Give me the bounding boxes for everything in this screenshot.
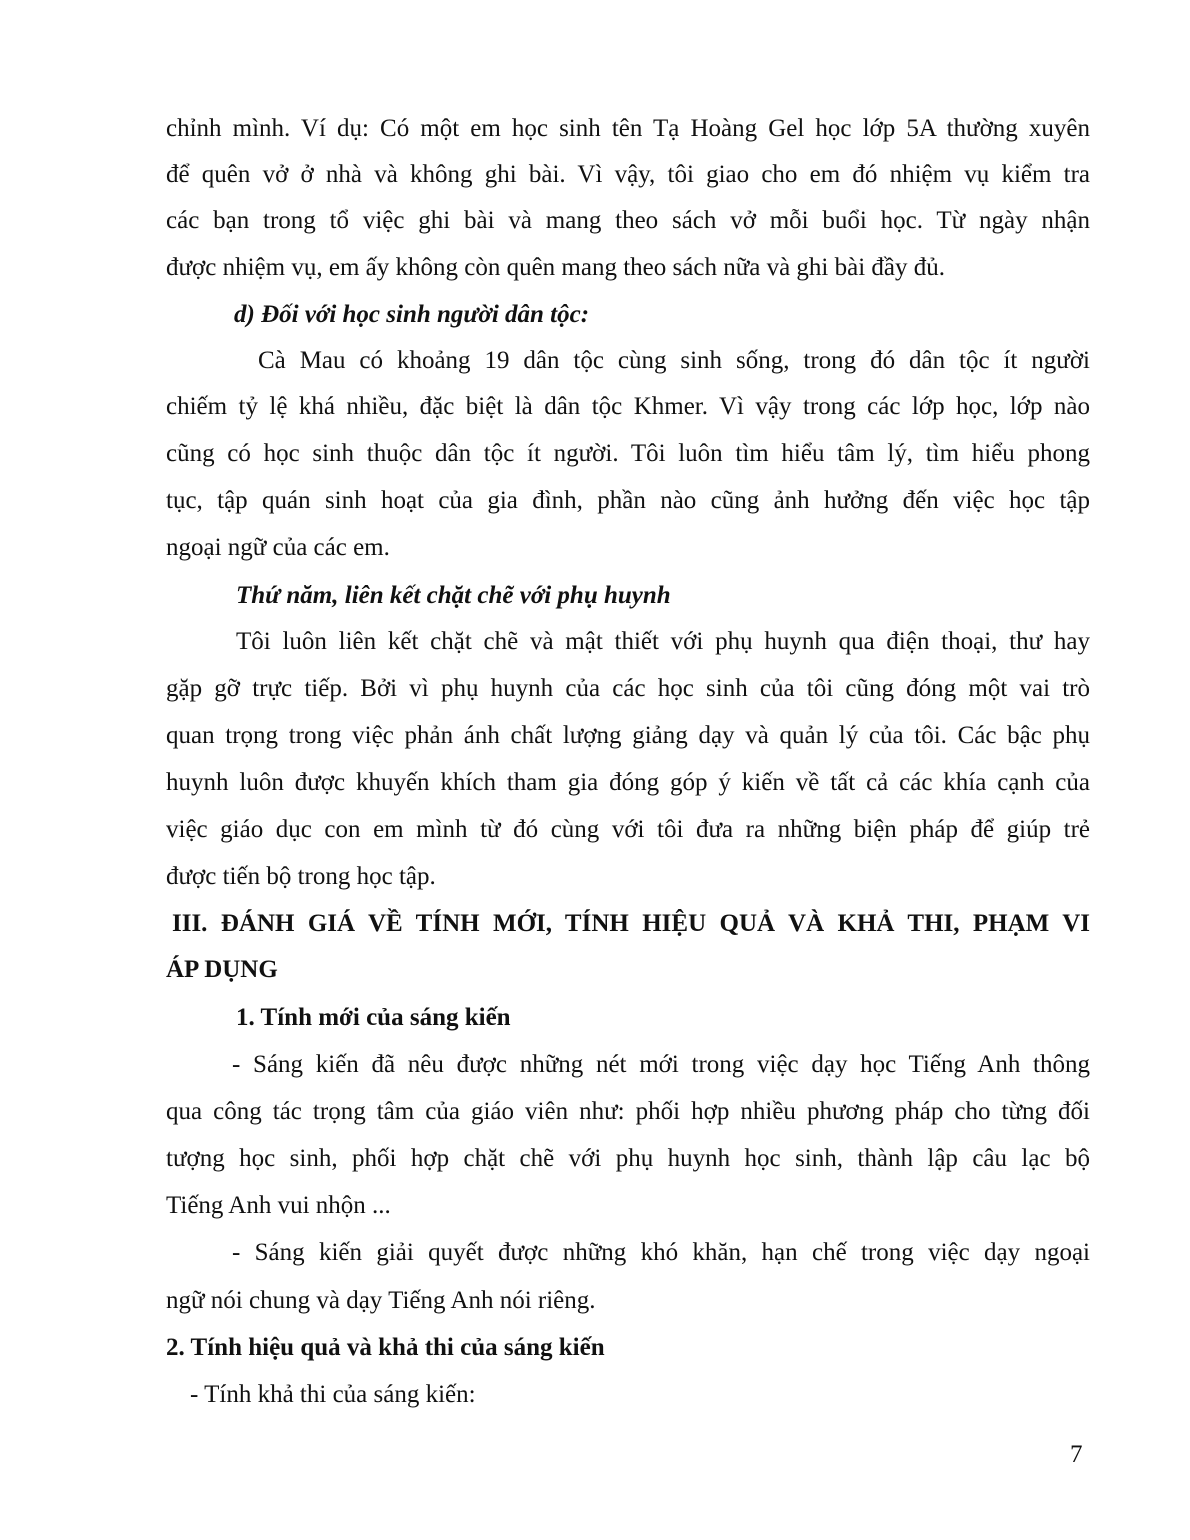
paragraph-line: - Sáng kiến đã nêu được những nét mới trong việc dạy học Tiếng Anh thông — [232, 1051, 1090, 1078]
section-heading-III-cont: ÁP DỤNG — [166, 956, 278, 983]
subheading-parent-liaison: Thứ năm, liên kết chặt chẽ với phụ huynh — [236, 582, 671, 609]
paragraph-line: được nhiệm vụ, em ấy không còn quên mang theo sách nữa và ghi bài đầy đủ. — [166, 254, 946, 281]
paragraph-line: tục, tập quán sinh hoạt của gia đình, phần nào cũng ảnh hưởng đến việc học tập — [166, 487, 1090, 514]
paragraph-line: ngữ nói chung và dạy Tiếng Anh nói riêng. — [166, 1287, 596, 1314]
paragraph-line: các bạn trong tổ việc ghi bài và mang theo sách vở mỗi buổi học. Từ ngày nhận — [166, 207, 1090, 234]
paragraph-line: quan trọng trong việc phản ánh chất lượng giảng dạy và quản lý của tôi. Các bậc phụ — [166, 722, 1090, 749]
paragraph-line: Cà Mau có khoảng 19 dân tộc cùng sinh sống, trong đó dân tộc ít người — [258, 347, 1090, 374]
paragraph-line: để quên vở ở nhà và không ghi bài. Vì vậy, tôi giao cho em đó nhiệm vụ kiểm tra — [166, 161, 1090, 188]
paragraph-line: ngoại ngữ của các em. — [166, 534, 390, 561]
paragraph-line: Tôi luôn liên kết chặt chẽ và mật thiết với phụ huynh qua điện thoại, thư hay — [236, 628, 1090, 655]
paragraph-line: tượng học sinh, phối hợp chặt chẽ với phụ huynh học sinh, thành lập câu lạc bộ — [166, 1145, 1090, 1172]
subheading-ethnic-students: d) Đối với học sinh người dân tộc: — [234, 301, 590, 328]
paragraph-line: Tiếng Anh vui nhộn ... — [166, 1192, 391, 1219]
paragraph-line: - Tính khả thi của sáng kiến: — [190, 1381, 476, 1408]
paragraph-line: việc giáo dục con em mình từ đó cùng với tôi đưa ra những biện pháp để giúp trẻ — [166, 816, 1090, 843]
paragraph-line: huynh luôn được khuyến khích tham gia đóng góp ý kiến về tất cả các khía cạnh của — [166, 769, 1090, 796]
paragraph-line: cũng có học sinh thuộc dân tộc ít người. Tôi luôn tìm hiểu tâm lý, tìm hiểu phong — [166, 440, 1090, 467]
subheading-novelty: 1. Tính mới của sáng kiến — [236, 1004, 511, 1031]
paragraph-line: - Sáng kiến giải quyết được những khó khăn, hạn chế trong việc dạy ngoại — [232, 1239, 1090, 1266]
section-heading-III: III. ĐÁNH GIÁ VỀ TÍNH MỚI, TÍNH HIỆU QUẢ VÀ KHẢ THI, PHẠM VI — [172, 910, 1090, 937]
paragraph-line: qua công tác trọng tâm của giáo viên như: phối hợp nhiều phương pháp cho từng đối — [166, 1098, 1090, 1125]
paragraph-line: chiếm tỷ lệ khá nhiều, đặc biệt là dân tộc Khmer. Vì vậy trong các lớp học, lớp nào — [166, 393, 1090, 420]
paragraph-line: gặp gỡ trực tiếp. Bởi vì phụ huynh của các học sinh của tôi cũng đóng một vai trò — [166, 675, 1090, 702]
paragraph-line: chỉnh mình. Ví dụ: Có một em học sinh tên Tạ Hoàng Gel học lớp 5A thường xuyên — [166, 115, 1090, 142]
paragraph-line: được tiến bộ trong học tập. — [166, 863, 436, 890]
subheading-effectiveness: 2. Tính hiệu quả và khả thi của sáng kiến — [166, 1334, 605, 1361]
page-number: 7 — [1070, 1441, 1083, 1468]
